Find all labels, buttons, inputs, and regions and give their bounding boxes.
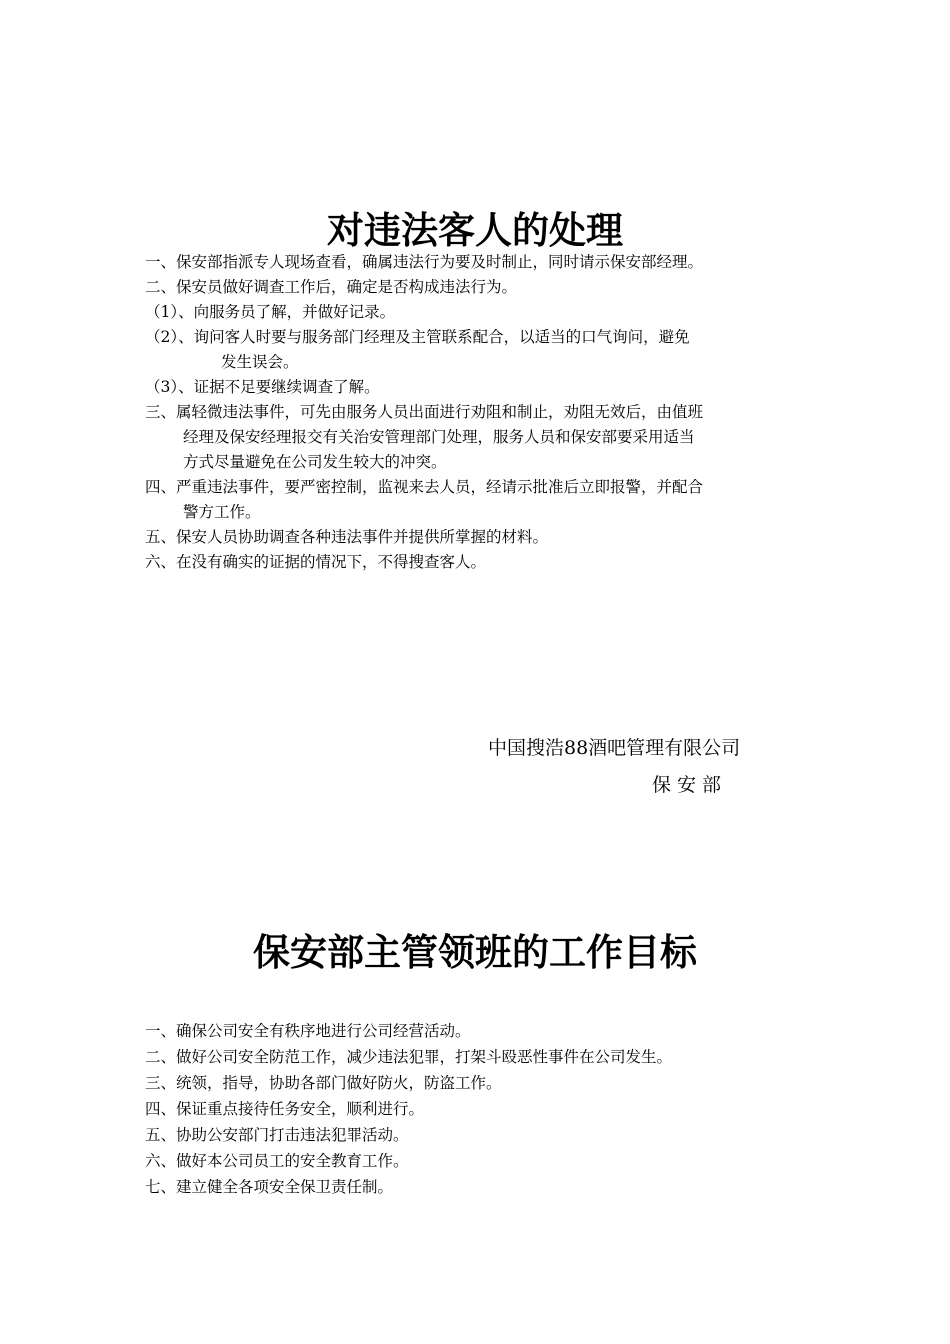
list-item: 五、保安人员协助调查各种违法事件并提供所掌握的材料。 (145, 528, 549, 546)
list-item-continuation: 经理及保安经理报交有关治安管理部门处理，服务人员和保安部要采用适当 (183, 428, 695, 446)
list-item: 六、在没有确实的证据的情况下，不得搜查客人。 (145, 553, 487, 571)
list-item-continuation: 警方工作。 (183, 503, 261, 521)
list-item: 三、属轻微违法事件，可先由服务人员出面进行劝阻和制止，劝阻无效后，由值班 (145, 403, 704, 421)
section2-list (145, 1018, 810, 1200)
list-item: 七、建立健全各项安全保卫责任制。 (145, 1178, 394, 1196)
list-item: 一、保安部指派专人现场查看，确属违法行为要及时制止，同时请示保安部经理。 (145, 253, 704, 271)
signature-company: 中国搜浩88酒吧管理有限公司 (488, 737, 741, 759)
list-item: 三、统领，指导，协助各部门做好防火，防盗工作。 (145, 1074, 502, 1092)
list-item-continuation: 方式尽量避免在公司发生较大的冲突。 (183, 453, 447, 471)
list-item: （2）、询问客人时要与服务部门经理及主管联系配合，以适当的口气询问，避免 (145, 328, 690, 346)
list-item: （1）、向服务员了解，并做好记录。 (145, 303, 396, 321)
list-item: 五、协助公安部门打击违法犯罪活动。 (145, 1126, 409, 1144)
list-item: （3）、证据不足要继续调查了解。 (145, 378, 380, 396)
list-item-continuation: 发生误会。 (221, 353, 299, 371)
list-item: 六、做好本公司员工的安全教育工作。 (145, 1152, 409, 1170)
list-item: 一、确保公司安全有秩序地进行公司经营活动。 (145, 1022, 471, 1040)
list-item: 二、做好公司安全防范工作，减少违法犯罪，打架斗殴恶性事件在公司发生。 (145, 1048, 673, 1066)
list-item: 二、保安员做好调查工作后，确定是否构成违法行为。 (145, 278, 518, 296)
list-item: 四、保证重点接待任务安全，顺利进行。 (145, 1100, 425, 1118)
list-item: 四、严重违法事件，要严密控制，监视来去人员，经请示批准后立即报警，并配合 (145, 478, 704, 496)
section1-list (145, 250, 810, 575)
section2-title: 保安部主管领班的工作目标 (253, 931, 697, 974)
signature-department: 保安部 (652, 774, 728, 796)
section1-title: 对违法客人的处理 (327, 209, 623, 252)
